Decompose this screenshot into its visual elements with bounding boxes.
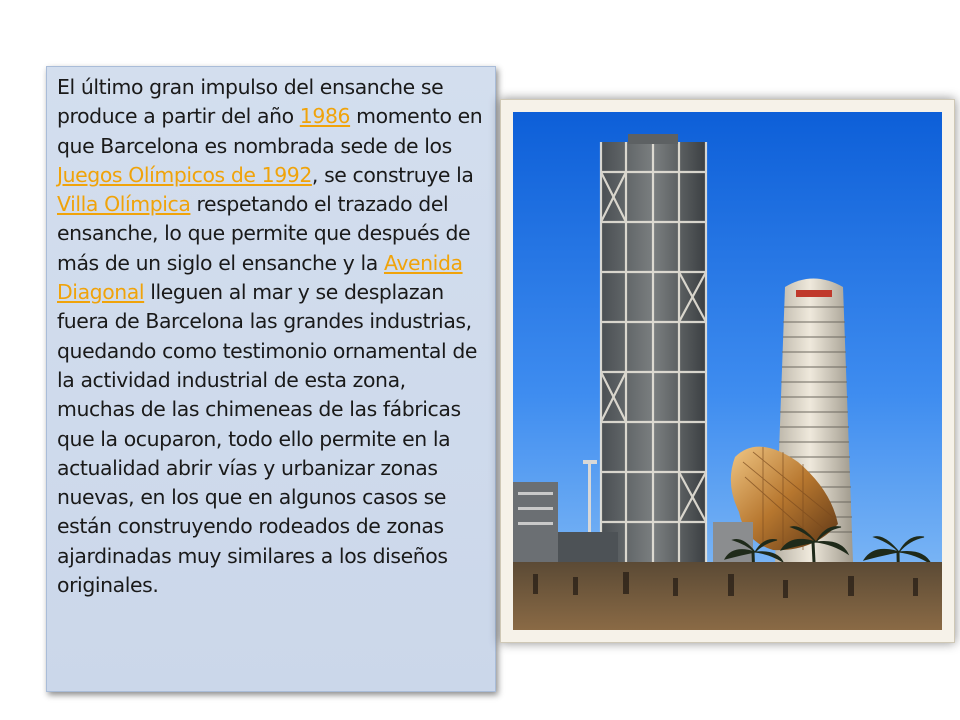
link-juegos-olimpicos[interactable]: Juegos Olímpicos de 1992 bbox=[57, 162, 312, 187]
photo-frame bbox=[500, 99, 955, 643]
paragraph-text-3: , se construye la bbox=[311, 162, 474, 187]
link-villa-olimpica[interactable]: Villa Olímpica bbox=[57, 192, 191, 217]
text-panel bbox=[46, 66, 496, 692]
link-1986[interactable]: 1986 bbox=[299, 104, 351, 129]
link-avenida-diagonal[interactable]: Avenida Diagonal bbox=[57, 250, 463, 305]
paragraph-text-1: El último gran impulso del ensanche se produce a partir del año bbox=[57, 75, 444, 129]
paragraph-text-5: lleguen al mar y se desplazan fuera de Barcelona las grandes industrias, quedando como testimonio ornamental de la actividad industrial de esta zona, muchas de las chimeneas de las fábricas que la ocuparon, todo ello permite en la actualidad abrir vías y urbanizar zonas nuevas, en los que en algunos casos se están construyendo rodeados de zonas ajardinadas muy similares a los diseños originales. bbox=[57, 280, 478, 598]
paragraph-text-2: momento en que Barcelona es nombrada sede de los bbox=[57, 104, 483, 158]
description-paragraph bbox=[57, 73, 489, 600]
paragraph-text-4: respetando el trazado del ensanche, lo que permite que después de más de un siglo el ensanche y la bbox=[57, 192, 471, 275]
left-tower bbox=[601, 134, 706, 562]
barcelona-towers-photo bbox=[513, 112, 942, 630]
